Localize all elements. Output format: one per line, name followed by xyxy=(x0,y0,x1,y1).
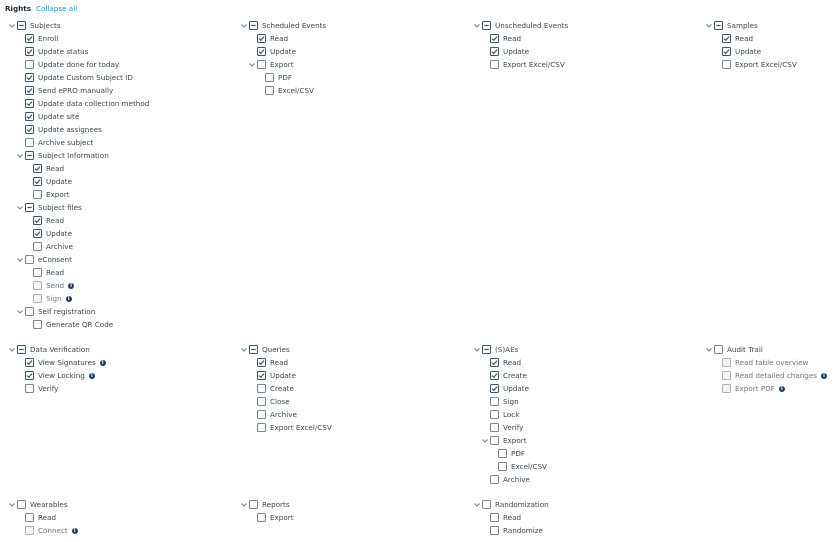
s-aes-label: (S)AEs xyxy=(495,345,519,354)
archive-checkbox[interactable] xyxy=(33,242,42,251)
right-item-read xyxy=(23,214,64,227)
right-item-update-custom-subject-id xyxy=(15,71,133,84)
update-label: Update xyxy=(46,229,73,238)
right-item-read xyxy=(247,32,288,45)
update-label: Update xyxy=(46,177,73,186)
read-label: Read xyxy=(503,513,522,522)
rights-header xyxy=(5,3,77,13)
right-item-pdf xyxy=(488,447,525,460)
right-item-sign xyxy=(480,395,519,408)
right-item-update-done-for-today xyxy=(15,58,119,71)
export-excel-csv-checkbox[interactable] xyxy=(490,60,499,69)
update-done-for-today-checkbox[interactable] xyxy=(25,60,34,69)
verify-label: Verify xyxy=(38,384,59,393)
export-excel-csv-checkbox[interactable] xyxy=(722,60,731,69)
audit-trail-checkbox[interactable] xyxy=(714,345,723,354)
update-label: Update xyxy=(503,384,530,393)
right-item-create xyxy=(480,369,527,382)
right-item-update xyxy=(247,369,296,382)
read-label: Read xyxy=(270,34,289,43)
right-item-subject-information xyxy=(15,149,109,162)
rights-group-data-verification xyxy=(7,343,90,356)
verify-checkbox[interactable] xyxy=(490,423,499,432)
read-label: Read xyxy=(270,358,289,367)
send-epro-manually-checkbox[interactable] xyxy=(25,86,34,95)
right-item-archive-subject xyxy=(15,136,93,149)
right-item-read xyxy=(480,511,521,524)
export-checkbox[interactable] xyxy=(33,190,42,199)
export-excel-csv-label: Export Excel/CSV xyxy=(503,60,565,69)
read-checkbox[interactable] xyxy=(722,34,731,43)
export-label: Export xyxy=(46,190,70,199)
chevron-down-icon[interactable] xyxy=(7,498,16,511)
info-icon[interactable]: i xyxy=(821,373,827,379)
chevron-down-icon[interactable] xyxy=(239,19,248,32)
sign-checkbox[interactable] xyxy=(490,397,499,406)
read-checkbox[interactable] xyxy=(33,268,42,277)
export-label: Export xyxy=(270,60,294,69)
right-item-enroll xyxy=(15,32,58,45)
read-checkbox[interactable] xyxy=(257,34,266,43)
right-item-pdf xyxy=(255,71,292,84)
right-item-excel-csv xyxy=(488,460,547,473)
right-item-lock xyxy=(480,408,519,421)
pdf-checkbox[interactable] xyxy=(265,73,274,82)
right-item-send xyxy=(23,279,74,292)
rights-group-queries xyxy=(239,343,290,356)
econsent-checkbox[interactable] xyxy=(25,255,34,264)
right-item-read xyxy=(15,511,56,524)
right-item-view-locking xyxy=(15,369,95,382)
data-verification-label: Data Verification xyxy=(30,345,90,354)
right-item-self-registration xyxy=(15,305,95,318)
queries-checkbox[interactable] xyxy=(249,345,258,354)
read-checkbox[interactable] xyxy=(490,34,499,43)
update-checkbox[interactable] xyxy=(722,47,731,56)
info-icon[interactable]: i xyxy=(89,373,95,379)
right-item-update-site xyxy=(15,110,79,123)
randomization-checkbox[interactable] xyxy=(482,500,491,509)
right-item-sign xyxy=(23,292,72,305)
chevron-down-icon[interactable] xyxy=(7,19,16,32)
archive-subject-checkbox[interactable] xyxy=(25,138,34,147)
chevron-down-icon[interactable] xyxy=(480,434,489,447)
archive-label: Archive xyxy=(503,475,530,484)
right-item-update-data-collection-method xyxy=(15,97,149,110)
connect-label: Connect xyxy=(38,526,68,535)
archive-label: Archive xyxy=(46,242,73,251)
archive-checkbox[interactable] xyxy=(490,475,499,484)
rights-group-scheduled-events xyxy=(239,19,326,32)
update-status-checkbox[interactable] xyxy=(25,47,34,56)
update-checkbox[interactable] xyxy=(33,177,42,186)
update-data-collection-method-label: Update data collection method xyxy=(38,99,150,108)
send-epro-manually-label: Send ePRO manually xyxy=(38,86,114,95)
chevron-down-icon[interactable] xyxy=(247,58,256,71)
read-detailed-changes-label: Read detailed changes xyxy=(735,371,818,380)
right-item-excel-csv xyxy=(255,84,314,97)
chevron-down-icon[interactable] xyxy=(472,498,481,511)
read-detailed-changes-checkbox xyxy=(722,371,731,380)
update-custom-subject-id-checkbox[interactable] xyxy=(25,73,34,82)
export-label: Export xyxy=(270,513,294,522)
wearables-label: Wearables xyxy=(30,500,68,509)
excel-csv-label: Excel/CSV xyxy=(511,462,547,471)
subject-information-checkbox[interactable] xyxy=(25,151,34,160)
subject-files-checkbox[interactable] xyxy=(25,203,34,212)
read-checkbox[interactable] xyxy=(257,358,266,367)
pdf-label: PDF xyxy=(278,73,293,82)
randomization-label: Randomization xyxy=(495,500,549,509)
scheduled-events-checkbox[interactable] xyxy=(249,21,258,30)
right-item-export-pdf xyxy=(712,382,785,395)
view-locking-checkbox[interactable] xyxy=(25,371,34,380)
queries-label: Queries xyxy=(262,345,290,354)
chevron-down-icon[interactable] xyxy=(704,19,713,32)
sign-checkbox xyxy=(33,294,42,303)
econsent-label: eConsent xyxy=(38,255,72,264)
rights-group-s-aes xyxy=(472,343,518,356)
rights-group-subjects xyxy=(7,19,61,32)
sign-label: Sign xyxy=(503,397,519,406)
export-pdf-checkbox xyxy=(722,384,731,393)
chevron-down-icon[interactable] xyxy=(704,343,713,356)
rights-group-reports xyxy=(239,498,290,511)
view-locking-label: View Locking xyxy=(38,371,85,380)
right-item-export-excel-csv xyxy=(712,58,797,71)
generate-qr-code-label: Generate QR Code xyxy=(46,320,114,329)
chevron-down-icon[interactable] xyxy=(15,253,24,266)
right-item-send-epro-manually xyxy=(15,84,113,97)
chevron-down-icon[interactable] xyxy=(239,343,248,356)
update-assignees-label: Update assignees xyxy=(38,125,102,134)
update-checkbox[interactable] xyxy=(490,47,499,56)
right-item-export-excel-csv xyxy=(480,58,565,71)
subject-files-label: Subject files xyxy=(38,203,82,212)
right-item-connect xyxy=(15,524,78,537)
read-checkbox[interactable] xyxy=(490,513,499,522)
read-checkbox[interactable] xyxy=(33,164,42,173)
connect-checkbox xyxy=(25,526,34,535)
right-item-update xyxy=(480,45,529,58)
update-site-label: Update site xyxy=(38,112,80,121)
archive-subject-label: Archive subject xyxy=(38,138,94,147)
read-checkbox[interactable] xyxy=(490,358,499,367)
reports-checkbox[interactable] xyxy=(249,500,258,509)
right-item-read xyxy=(712,32,753,45)
update-label: Update xyxy=(503,47,530,56)
create-checkbox[interactable] xyxy=(257,384,266,393)
rights-group-wearables xyxy=(7,498,68,511)
right-item-verify xyxy=(480,421,523,434)
randomize-label: Randomize xyxy=(503,526,543,535)
right-item-archive xyxy=(247,408,297,421)
randomize-checkbox[interactable] xyxy=(490,526,499,535)
right-item-update xyxy=(23,227,72,240)
close-checkbox[interactable] xyxy=(257,397,266,406)
generate-qr-code-checkbox[interactable] xyxy=(33,320,42,329)
lock-checkbox[interactable] xyxy=(490,410,499,419)
send-label: Send xyxy=(46,281,65,290)
right-item-export xyxy=(23,188,70,201)
view-signatures-label: View Signatures xyxy=(38,358,96,367)
right-item-export xyxy=(480,434,527,447)
update-done-for-today-label: Update done for today xyxy=(38,60,120,69)
right-item-export xyxy=(247,58,294,71)
close-label: Close xyxy=(270,397,290,406)
info-icon[interactable]: i xyxy=(68,283,74,289)
right-item-update xyxy=(23,175,72,188)
right-item-update-status xyxy=(15,45,88,58)
excel-csv-checkbox[interactable] xyxy=(265,86,274,95)
update-checkbox[interactable] xyxy=(257,47,266,56)
archive-label: Archive xyxy=(270,410,297,419)
rights-group-unscheduled-events xyxy=(472,19,568,32)
chevron-down-icon[interactable] xyxy=(7,343,16,356)
right-item-read xyxy=(480,356,521,369)
send-checkbox xyxy=(33,281,42,290)
excel-csv-label: Excel/CSV xyxy=(278,86,314,95)
update-checkbox[interactable] xyxy=(257,371,266,380)
view-signatures-checkbox[interactable] xyxy=(25,358,34,367)
unscheduled-events-checkbox[interactable] xyxy=(482,21,491,30)
export-pdf-label: Export PDF xyxy=(735,384,775,393)
read-label: Read xyxy=(46,268,65,277)
info-icon[interactable]: i xyxy=(66,296,72,302)
read-label: Read xyxy=(503,34,522,43)
read-table-overview-checkbox xyxy=(722,358,731,367)
chevron-down-icon[interactable] xyxy=(15,305,24,318)
chevron-down-icon[interactable] xyxy=(15,201,24,214)
chevron-down-icon[interactable] xyxy=(472,343,481,356)
s-aes-checkbox[interactable] xyxy=(482,345,491,354)
right-item-update xyxy=(712,45,761,58)
rights-group-audit-trail xyxy=(704,343,763,356)
right-item-export xyxy=(247,511,294,524)
read-label: Read xyxy=(46,164,65,173)
subject-information-label: Subject Information xyxy=(38,151,109,160)
right-item-read xyxy=(480,32,521,45)
pdf-checkbox[interactable] xyxy=(498,449,507,458)
verify-checkbox[interactable] xyxy=(25,384,34,393)
create-label: Create xyxy=(503,371,527,380)
right-item-read-table-overview xyxy=(712,356,808,369)
update-label: Update xyxy=(270,47,297,56)
right-item-read xyxy=(23,162,64,175)
update-label: Update xyxy=(735,47,762,56)
export-label: Export xyxy=(503,436,527,445)
right-item-read xyxy=(23,266,64,279)
lock-label: Lock xyxy=(503,410,520,419)
right-item-read xyxy=(247,356,288,369)
scheduled-events-label: Scheduled Events xyxy=(262,21,327,30)
info-icon[interactable]: i xyxy=(779,386,785,392)
info-icon[interactable]: i xyxy=(100,360,106,366)
right-item-archive xyxy=(23,240,73,253)
wearables-checkbox[interactable] xyxy=(17,500,26,509)
read-checkbox[interactable] xyxy=(33,216,42,225)
export-checkbox[interactable] xyxy=(490,436,499,445)
chevron-down-icon[interactable] xyxy=(239,498,248,511)
enroll-label: Enroll xyxy=(38,34,59,43)
read-table-overview-label: Read table overview xyxy=(735,358,809,367)
update-label: Update xyxy=(270,371,297,380)
archive-checkbox[interactable] xyxy=(257,410,266,419)
read-label: Read xyxy=(735,34,754,43)
read-label: Read xyxy=(503,358,522,367)
read-label: Read xyxy=(46,216,65,225)
info-icon[interactable]: i xyxy=(72,528,78,534)
subjects-checkbox[interactable] xyxy=(17,21,26,30)
subjects-label: Subjects xyxy=(30,21,61,30)
reports-label: Reports xyxy=(262,500,290,509)
update-data-collection-method-checkbox[interactable] xyxy=(25,99,34,108)
export-excel-csv-label: Export Excel/CSV xyxy=(735,60,797,69)
read-label: Read xyxy=(38,513,57,522)
update-assignees-checkbox[interactable] xyxy=(25,125,34,134)
right-item-verify xyxy=(15,382,58,395)
export-excel-csv-label: Export Excel/CSV xyxy=(270,423,332,432)
rights-group-samples xyxy=(704,19,758,32)
rights-group-randomization xyxy=(472,498,549,511)
enroll-checkbox[interactable] xyxy=(25,34,34,43)
right-item-randomize xyxy=(480,524,543,537)
right-item-update xyxy=(480,382,529,395)
self-registration-label: Self registration xyxy=(38,307,96,316)
right-item-close xyxy=(247,395,290,408)
collapse-all-link[interactable]: Collapse all xyxy=(35,3,78,13)
right-item-update-assignees xyxy=(15,123,102,136)
update-checkbox[interactable] xyxy=(33,229,42,238)
right-item-archive xyxy=(480,473,530,486)
chevron-down-icon[interactable] xyxy=(15,149,24,162)
update-status-label: Update status xyxy=(38,47,89,56)
data-verification-checkbox[interactable] xyxy=(17,345,26,354)
sign-label: Sign xyxy=(46,294,62,303)
samples-label: Samples xyxy=(727,21,758,30)
right-item-subject-files xyxy=(15,201,82,214)
read-checkbox[interactable] xyxy=(25,513,34,522)
export-checkbox[interactable] xyxy=(257,513,266,522)
chevron-down-icon[interactable] xyxy=(472,19,481,32)
right-item-view-signatures xyxy=(15,356,106,369)
right-item-update xyxy=(247,45,296,58)
export-checkbox[interactable] xyxy=(257,60,266,69)
create-checkbox[interactable] xyxy=(490,371,499,380)
unscheduled-events-label: Unscheduled Events xyxy=(495,21,569,30)
export-excel-csv-checkbox[interactable] xyxy=(257,423,266,432)
right-item-create xyxy=(247,382,294,395)
update-site-checkbox[interactable] xyxy=(25,112,34,121)
samples-checkbox[interactable] xyxy=(714,21,723,30)
create-label: Create xyxy=(270,384,294,393)
update-checkbox[interactable] xyxy=(490,384,499,393)
audit-trail-label: Audit Trail xyxy=(727,345,763,354)
right-item-export-excel-csv xyxy=(247,421,332,434)
verify-label: Verify xyxy=(503,423,524,432)
excel-csv-checkbox[interactable] xyxy=(498,462,507,471)
update-custom-subject-id-label: Update Custom Subject ID xyxy=(38,73,133,82)
pdf-label: PDF xyxy=(511,449,526,458)
rights-title: Rights xyxy=(5,3,31,13)
right-item-generate-qr-code xyxy=(23,318,113,331)
right-item-read-detailed-changes xyxy=(712,369,827,382)
self-registration-checkbox[interactable] xyxy=(25,307,34,316)
right-item-econsent xyxy=(15,253,72,266)
